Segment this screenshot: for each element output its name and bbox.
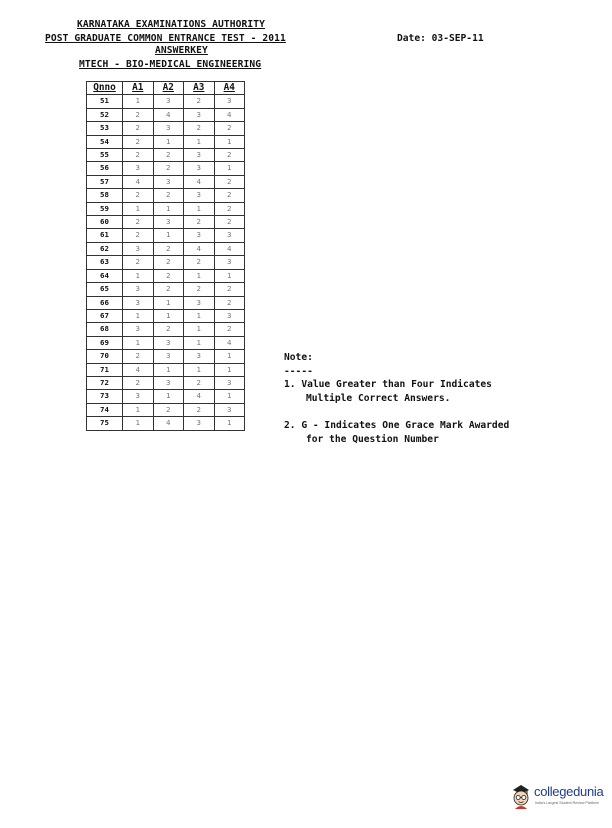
table-row [87, 403, 245, 416]
answer-cell: 4 [184, 175, 215, 188]
table-row [87, 108, 245, 121]
subject-title: MTECH - BIO-MEDICAL ENGINEERING [79, 59, 262, 70]
answer-cell: 2 [214, 202, 245, 215]
question-number-cell: 59 [87, 202, 123, 215]
table-row [87, 350, 245, 363]
answer-cell: 4 [153, 108, 184, 121]
question-number-cell: 68 [87, 323, 123, 336]
logo-tagline: India's Largest Student Review Platform [535, 801, 599, 805]
table-row [87, 135, 245, 148]
answer-cell: 2 [123, 189, 154, 202]
answer-cell: 1 [123, 336, 154, 349]
note-separator: ----- [284, 366, 313, 377]
collegedunia-logo [510, 782, 606, 812]
question-number-cell: 69 [87, 336, 123, 349]
answer-cell: 3 [153, 350, 184, 363]
note-item-1-line-2: Multiple Correct Answers. [306, 393, 451, 404]
answer-table-body [87, 95, 245, 430]
question-number-cell: 51 [87, 95, 123, 108]
answer-cell: 2 [123, 229, 154, 242]
answer-cell: 2 [153, 149, 184, 162]
question-number-cell: 66 [87, 296, 123, 309]
answer-cell: 4 [214, 108, 245, 121]
question-number-cell: 67 [87, 309, 123, 322]
answer-cell: 3 [214, 376, 245, 389]
question-number-cell: 58 [87, 189, 123, 202]
answer-cell: 2 [184, 122, 215, 135]
answer-cell: 3 [153, 175, 184, 188]
question-number-cell: 71 [87, 363, 123, 376]
question-number-cell: 64 [87, 269, 123, 282]
answer-cell: 2 [184, 256, 215, 269]
question-number-cell: 54 [87, 135, 123, 148]
answer-cell: 1 [153, 390, 184, 403]
answer-cell: 4 [214, 242, 245, 255]
answer-cell: 1 [153, 363, 184, 376]
table-row [87, 202, 245, 215]
answer-cell: 2 [123, 108, 154, 121]
logo-brand-text: collegedunia [534, 784, 604, 799]
table-row [87, 162, 245, 175]
answer-cell: 3 [184, 162, 215, 175]
answer-cell: 1 [184, 135, 215, 148]
answer-cell: 2 [153, 256, 184, 269]
table-row [87, 363, 245, 376]
student-mascot-icon [510, 782, 532, 810]
answer-cell: 1 [214, 350, 245, 363]
answer-cell: 1 [123, 202, 154, 215]
answer-cell: 1 [214, 269, 245, 282]
answer-cell: 1 [123, 309, 154, 322]
answer-cell: 3 [153, 122, 184, 135]
answer-cell: 1 [184, 323, 215, 336]
question-number-cell: 75 [87, 417, 123, 430]
question-number-cell: 57 [87, 175, 123, 188]
answer-cell: 2 [214, 296, 245, 309]
answer-cell: 4 [123, 363, 154, 376]
answer-cell: 3 [123, 242, 154, 255]
answer-key-table [86, 81, 245, 431]
question-number-cell: 53 [87, 122, 123, 135]
answer-cell: 1 [184, 336, 215, 349]
answer-cell: 2 [123, 149, 154, 162]
answer-cell: 2 [123, 216, 154, 229]
answer-cell: 2 [123, 256, 154, 269]
answer-cell: 1 [184, 202, 215, 215]
answer-cell: 1 [123, 403, 154, 416]
question-number-cell: 63 [87, 256, 123, 269]
question-number-cell: 52 [87, 108, 123, 121]
answer-cell: 4 [184, 390, 215, 403]
answer-cell: 1 [184, 363, 215, 376]
exam-date: Date: 03-SEP-11 [397, 33, 484, 44]
answer-cell: 3 [184, 350, 215, 363]
answer-cell: 3 [184, 189, 215, 202]
answer-cell: 1 [214, 390, 245, 403]
answer-cell: 3 [153, 376, 184, 389]
answer-cell: 2 [153, 189, 184, 202]
test-title: POST GRADUATE COMMON ENTRANCE TEST - 2011 [45, 33, 286, 44]
column-header-a4: A4 [214, 82, 245, 95]
note-title: Note: [284, 352, 313, 363]
table-row [87, 95, 245, 108]
answer-cell: 2 [184, 216, 215, 229]
answer-cell: 2 [214, 189, 245, 202]
answer-cell: 2 [184, 403, 215, 416]
answer-cell: 3 [123, 390, 154, 403]
question-number-cell: 65 [87, 283, 123, 296]
answer-cell: 2 [184, 283, 215, 296]
answer-cell: 3 [123, 162, 154, 175]
answer-cell: 3 [153, 336, 184, 349]
answer-cell: 1 [123, 269, 154, 282]
table-row [87, 323, 245, 336]
question-number-cell: 55 [87, 149, 123, 162]
table-row [87, 336, 245, 349]
answer-cell: 2 [214, 122, 245, 135]
answer-cell: 3 [184, 417, 215, 430]
answer-cell: 1 [153, 309, 184, 322]
answer-cell: 4 [123, 175, 154, 188]
table-row [87, 309, 245, 322]
document-type: ANSWERKEY [155, 45, 208, 56]
column-header-a3: A3 [184, 82, 215, 95]
table-row [87, 149, 245, 162]
answer-cell: 2 [123, 376, 154, 389]
answer-cell: 1 [214, 135, 245, 148]
answer-cell: 4 [214, 336, 245, 349]
answer-cell: 1 [214, 363, 245, 376]
answer-cell: 1 [153, 296, 184, 309]
answer-cell: 2 [214, 175, 245, 188]
answer-cell: 1 [153, 135, 184, 148]
question-number-cell: 70 [87, 350, 123, 363]
answer-cell: 2 [214, 216, 245, 229]
table-row [87, 216, 245, 229]
answer-cell: 4 [184, 242, 215, 255]
answer-cell: 3 [214, 95, 245, 108]
answer-cell: 3 [184, 108, 215, 121]
table-row [87, 256, 245, 269]
answer-cell: 2 [153, 269, 184, 282]
column-header-a2: A2 [153, 82, 184, 95]
table-header-row [87, 82, 245, 95]
question-number-cell: 72 [87, 376, 123, 389]
answer-cell: 3 [214, 256, 245, 269]
answer-cell: 2 [153, 242, 184, 255]
question-number-cell: 73 [87, 390, 123, 403]
table-row [87, 229, 245, 242]
answer-cell: 1 [184, 269, 215, 282]
answer-cell: 3 [184, 296, 215, 309]
answer-cell: 2 [184, 376, 215, 389]
answer-cell: 3 [184, 149, 215, 162]
answer-cell: 2 [153, 162, 184, 175]
answer-cell: 2 [214, 323, 245, 336]
table-row [87, 296, 245, 309]
table-row [87, 242, 245, 255]
answer-cell: 3 [153, 95, 184, 108]
answer-cell: 2 [123, 135, 154, 148]
table-row [87, 376, 245, 389]
table-row [87, 269, 245, 282]
table-row [87, 390, 245, 403]
column-header-a1: A1 [123, 82, 154, 95]
table-row [87, 417, 245, 430]
answer-cell: 3 [214, 403, 245, 416]
answer-cell: 1 [153, 229, 184, 242]
answer-cell: 1 [214, 417, 245, 430]
answer-cell: 3 [153, 216, 184, 229]
answer-cell: 2 [214, 283, 245, 296]
answer-cell: 3 [123, 283, 154, 296]
note-item-2-line-1: 2. G - Indicates One Grace Mark Awarded [284, 420, 510, 431]
answer-cell: 1 [123, 417, 154, 430]
answer-cell: 2 [153, 283, 184, 296]
table-row [87, 189, 245, 202]
question-number-cell: 74 [87, 403, 123, 416]
authority-title: KARNATAKA EXAMINATIONS AUTHORITY [77, 19, 266, 30]
question-number-cell: 62 [87, 242, 123, 255]
table-row [87, 122, 245, 135]
answer-cell: 2 [123, 122, 154, 135]
note-item-2-line-2: for the Question Number [306, 434, 439, 445]
answer-cell: 2 [153, 323, 184, 336]
question-number-cell: 61 [87, 229, 123, 242]
table-row [87, 175, 245, 188]
answer-cell: 4 [153, 417, 184, 430]
answer-cell: 3 [214, 229, 245, 242]
answer-cell: 1 [123, 95, 154, 108]
question-number-cell: 56 [87, 162, 123, 175]
answer-cell: 3 [214, 309, 245, 322]
table-row [87, 283, 245, 296]
answer-cell: 1 [214, 162, 245, 175]
answer-cell: 3 [123, 323, 154, 336]
answer-cell: 2 [184, 95, 215, 108]
answer-cell: 2 [214, 149, 245, 162]
note-item-1-line-1: 1. Value Greater than Four Indicates [284, 379, 492, 390]
answer-cell: 1 [184, 309, 215, 322]
column-header-qnno: Qnno [87, 82, 123, 95]
answer-cell: 2 [123, 350, 154, 363]
answer-cell: 1 [153, 202, 184, 215]
answer-cell: 3 [184, 229, 215, 242]
question-number-cell: 60 [87, 216, 123, 229]
answer-cell: 2 [153, 403, 184, 416]
answer-cell: 3 [123, 296, 154, 309]
